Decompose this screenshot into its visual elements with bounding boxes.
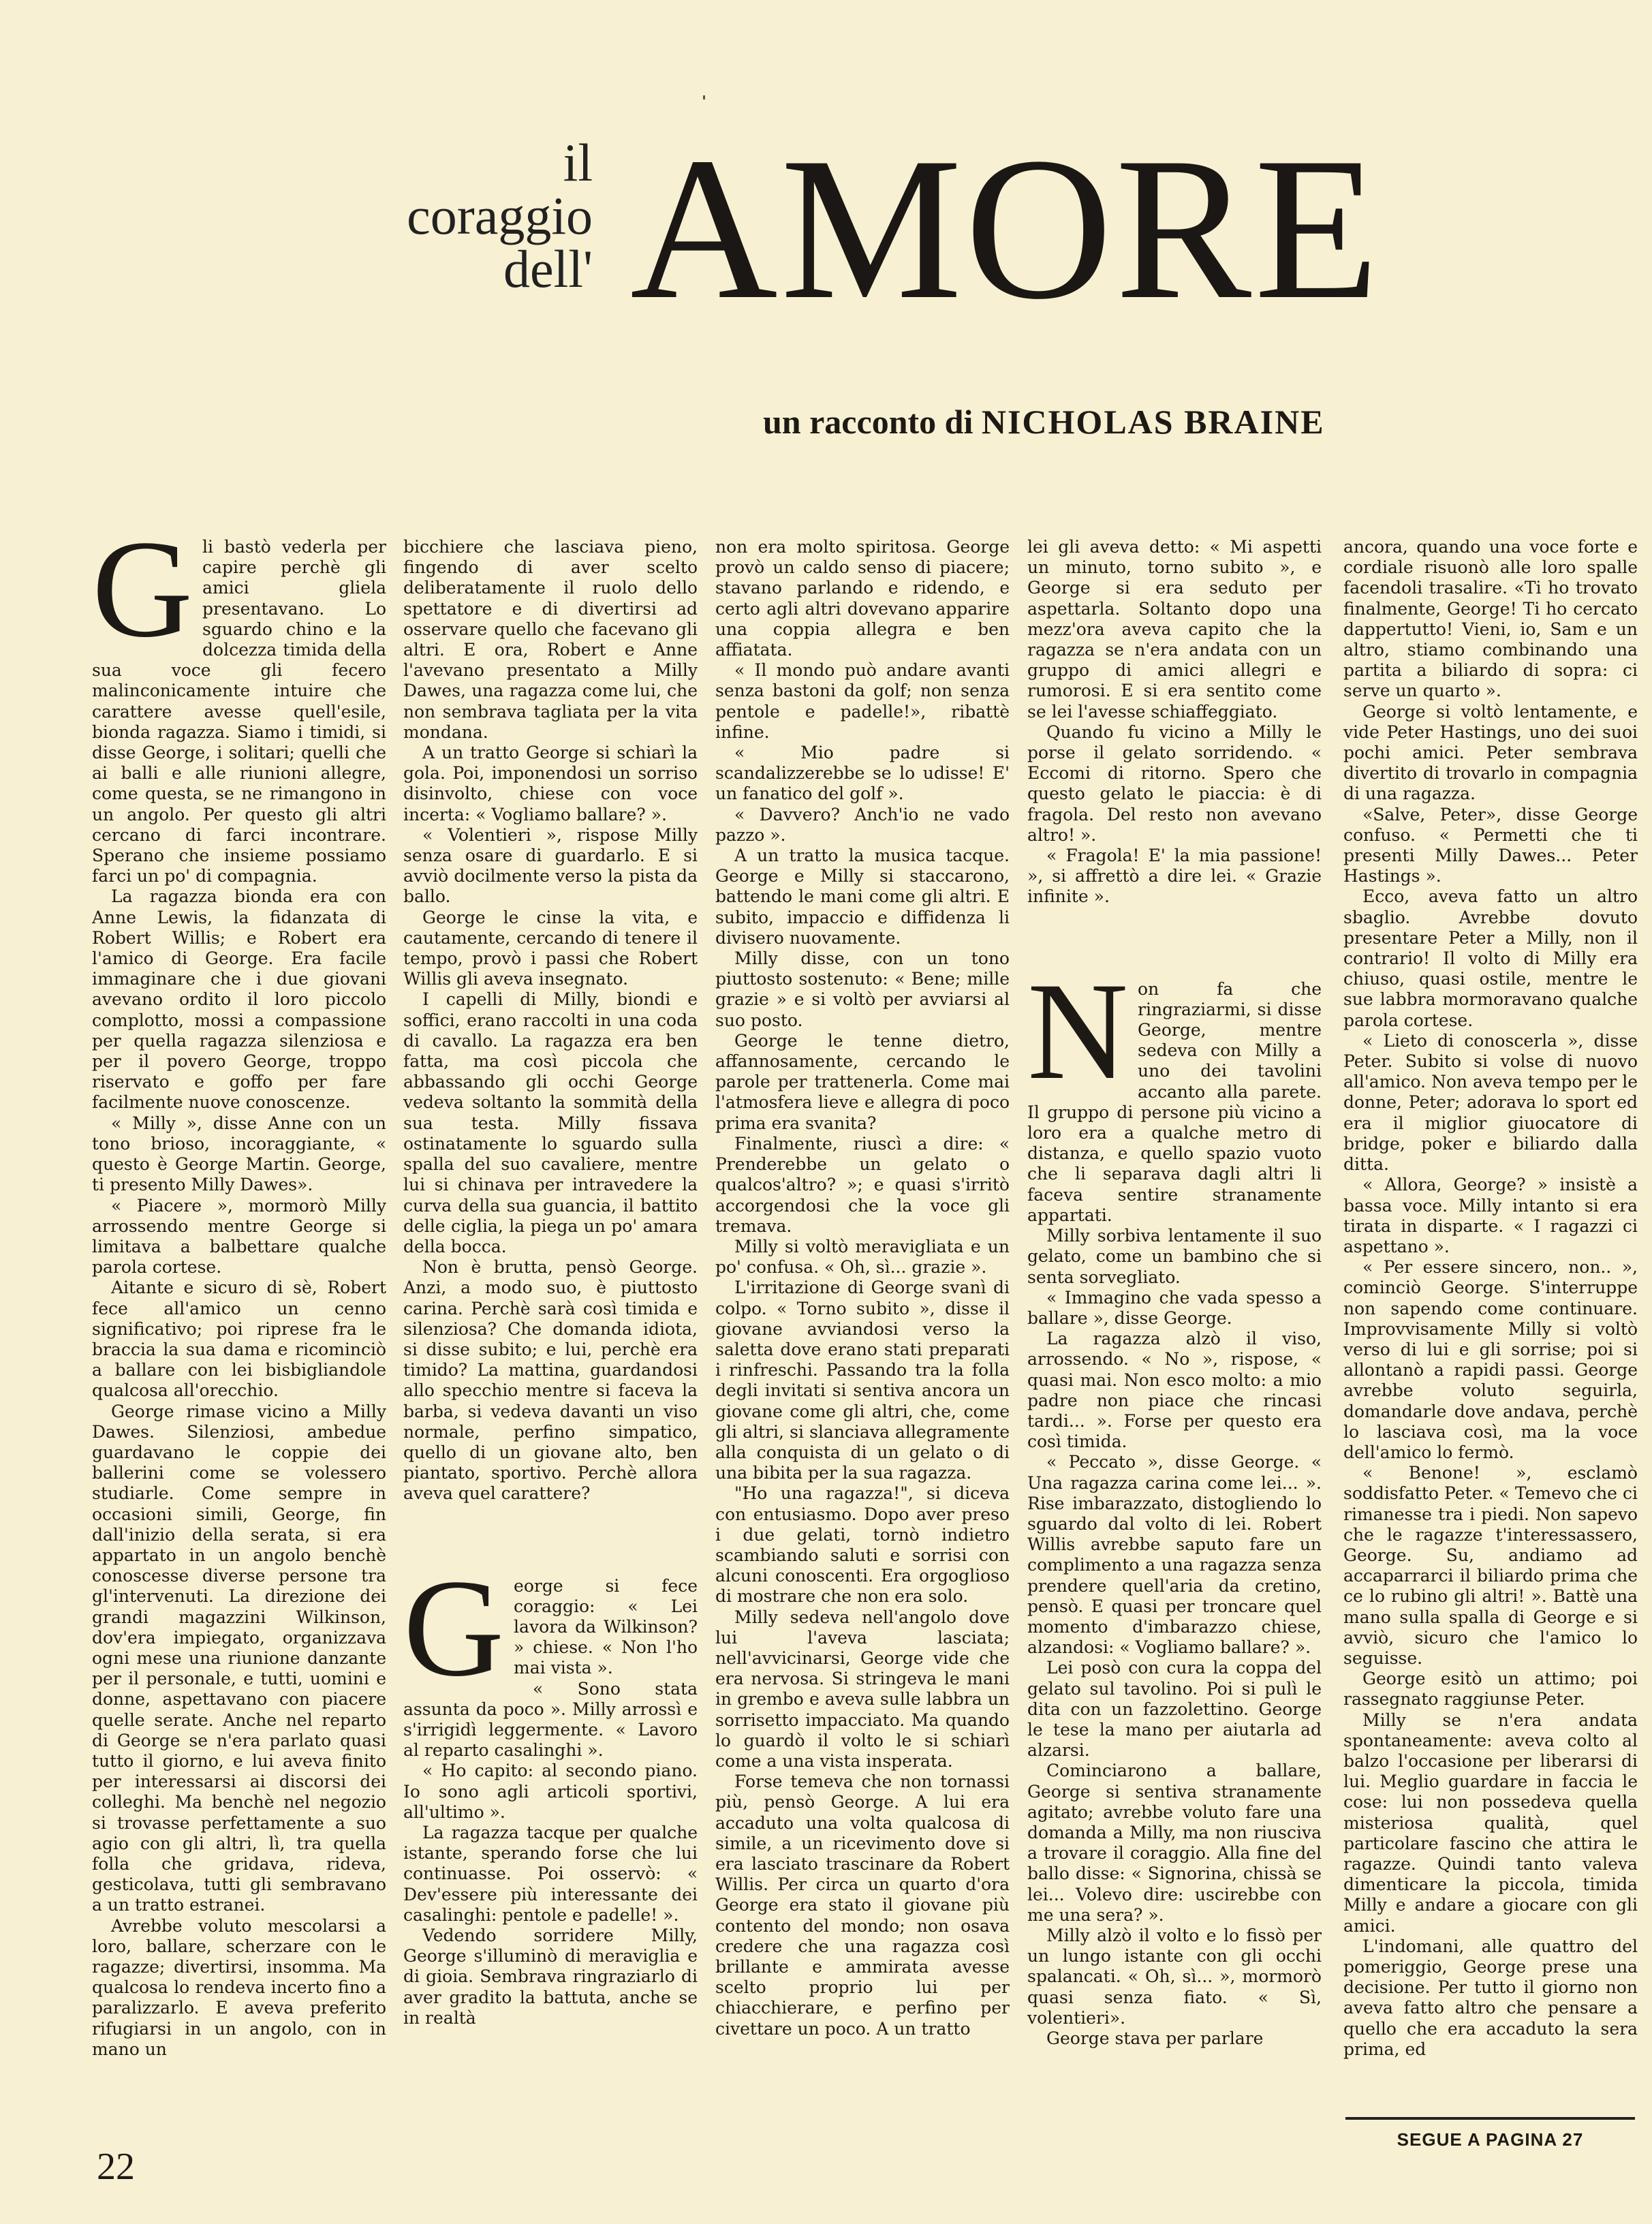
paragraph-text: George stava per parlare bbox=[1046, 2028, 1264, 2049]
paragraph-text: La ragazza tacque per qualche istante, sperando forse che lui continuasse. Poi osservò: « Dev'essere più interessante dei casalinghi: pentole e padelle! ». bbox=[403, 1822, 698, 1925]
title-prefix-line: coraggio bbox=[407, 186, 593, 245]
paragraph bbox=[715, 846, 1010, 948]
paragraph bbox=[1343, 537, 1638, 702]
paragraph-text: La ragazza alzò il viso, arrossendo. « No », rispose, « quasi mai. Non esco molto: a mio padre non piace che rincasi tardi... ». Forse per questo era così timida. bbox=[1027, 1329, 1322, 1452]
paragraph-text: Vedendo sorridere Milly, George s'illuminò di meraviglia e di gioia. Sembrava ringraziarlo di aver gradito la battuta, anche se in realtà bbox=[403, 1926, 698, 2028]
paragraph-text: George le cinse la vita, e cautamente, cercando di tenere il tempo, provò i passi che Robert Willis gli aveva insegnato. bbox=[403, 907, 698, 989]
paragraph bbox=[1027, 1452, 1322, 1658]
paragraph-text: George esitò un attimo; poi rassegnato raggiunse Peter. bbox=[1343, 1669, 1638, 1710]
paragraph bbox=[1027, 1926, 1322, 2028]
paragraph-text: Quando fu vicino a Milly le porse il gelato sorridendo. « Eccomi di ritorno. Spero che questo gelato le piaccia: è di fragola. Del resto non avevano altro! ». bbox=[1027, 722, 1322, 845]
paragraph-text: « Mio padre si scandalizzerebbe se lo udisse! E' un fanatico del golf ». bbox=[715, 743, 1010, 804]
paragraph-text: Lei posò con cura la coppa del gelato sul tavolino. Poi si pulì le dita con un fazzolettino. George le tese la mano per aiutarla ad alzarsi. bbox=[1027, 1658, 1322, 1761]
paragraph bbox=[92, 886, 386, 1113]
paragraph-text: ancora, quando una voce forte e cordiale risuonò alle loro spalle facendoli trasalire. «Ti ho trovato finalmente, George! Ti ho cercato dappertutto! Vieni, io, Sam e un altro, stiamo combinando una partita a biliardo di sopra: ci serve un quarto ». bbox=[1343, 537, 1638, 701]
paragraph bbox=[715, 537, 1010, 660]
paragraph bbox=[715, 1031, 1010, 1134]
paragraph-text: « Allora, George? » insistè a bassa voce. Milly intanto si era tirata in disparte. « I ragazzi ci aspettano ». bbox=[1343, 1175, 1638, 1256]
paragraph-text: L'irritazione di George svanì di colpo. « Torno subito », disse il giovane avviandosi verso la saletta dove erano stati preparati i rinfreschi. Passando tra la folla degli invitati si sentiva ancora un giovane come gli altri, che, come gli altri, si slanciava allegramente alla conquista di un gelato o di una bibita per la sua ragazza. bbox=[715, 1278, 1010, 1483]
paragraph bbox=[715, 805, 1010, 846]
continued-on-note: SEGUE A PAGINA 27 bbox=[1397, 2129, 1584, 2150]
divider-rule bbox=[1345, 2117, 1635, 2120]
title-prefix bbox=[381, 133, 593, 298]
paragraph bbox=[715, 743, 1010, 805]
paragraph bbox=[1027, 1329, 1322, 1452]
paragraph bbox=[403, 743, 698, 825]
paragraph bbox=[1027, 722, 1322, 846]
paragraph-text: « Per essere sincero, non.. », cominciò George. S'interruppe non sapendo come continuare. Improvvisamente Milly si voltò verso di lui e gli sorrise; poi si allontanò a rapidi passi. George avrebbe voluto seguirla, domandarle dove andava, perchè lo lasciava così, ma la voce dell'amico lo fermò. bbox=[1343, 1257, 1638, 1462]
paragraph bbox=[1343, 702, 1638, 805]
paragraph bbox=[403, 908, 698, 990]
paragraph bbox=[1027, 2028, 1322, 2049]
paragraph-text: li bastò vederla per capire perchè gli amici gliela presentavano. Lo sguardo chino e la dolcezza timida della sua voce gli fecero malinconicamente intuire che carattere avesse quell'esile, bionda ragazza. Siamo i timidi, si disse George, i solitari; quelli che ai balli e alle riunioni allegre, come questa, se ne rimangono in un angolo. Per questo gli altri cercano di farci incontrare. Sperano che insieme possiamo farci un po' di compagnia. bbox=[92, 537, 386, 886]
drop-cap: G bbox=[403, 1550, 505, 1705]
paragraph-text: « Il mondo può andare avanti senza bastoni da golf; non senza pentole e padelle!», ribattè infine. bbox=[715, 660, 1010, 742]
paragraph bbox=[715, 1134, 1010, 1237]
paragraph bbox=[1343, 1936, 1638, 2060]
paragraph-text: George rimase vicino a Milly Dawes. Silenziosi, ambedue guardavano le coppie dei ballerini come se volessero studiarle. Come sempre in occasioni simili, George, fin dall'inizio della serata, si era appartato in un angolo benchè conoscesse diverse persone tra gl'intervenuti. La direzione dei grandi magazzini Wilkinson, dov'era impiegato, organizzava ogni mese una riunione danzante per il personale, e tutti, uomini e donne, aspettavano con piacere quelle serate. Anche nel reparto di George se n'era parlato quasi tutto il giorno, e lui aveva finito per interessarsi ai discorsi dei colleghi. Ma benchè nel negozio si trovasse perfettamente a suo agio con gli altri, lì, tra quella folla che gridava, rideva, gesticolava, tutti gli sembravano a un tratto estranei. bbox=[92, 1401, 386, 1915]
text-column-3 bbox=[715, 537, 1010, 2039]
title-main: AMORE bbox=[630, 115, 1382, 341]
print-mark bbox=[703, 95, 705, 99]
paragraph bbox=[1027, 1658, 1322, 1761]
paragraph bbox=[1343, 1031, 1638, 1175]
paragraph bbox=[715, 1772, 1010, 2039]
paragraph-text: George le tenne dietro, affannosamente, cercando le parole per trattenerla. Come mai l'atmosfera lieve e allegra di poco prima era svanita? bbox=[715, 1030, 1010, 1133]
paragraph-text: on fa che ringraziarmi, si disse George, mentre sedeva con Milly a uno dei tavolini accanto alla parete. Il gruppo di persone più vicino a loro era a qualche metro di distanza, e quello spazio vuoto che li separava dagli altri li faceva sentire stranamente appartati. bbox=[1027, 978, 1322, 1225]
paragraph-text: Milly sedeva nell'angolo dove lui l'aveva lasciata; nell'avvicinarsi, George vide che era nervosa. Si stringeva le mani in grembo e aveva sulle labbra un sorrisetto impacciato. Ma quando lo guardò il volto le si schiarì come a una vista insperata. bbox=[715, 1607, 1010, 1771]
paragraph bbox=[715, 948, 1010, 1031]
paragraph bbox=[403, 1823, 698, 1926]
page-number: 22 bbox=[97, 2146, 135, 2188]
paragraph-text: Avrebbe voluto mescolarsi a loro, ballare, scherzare con le ragazze; divertirsi, insomma. Ma qualcosa lo rendeva incerto fino a paralizzarlo. E aveva preferito rifugiarsi in un angolo, con in mano un bbox=[92, 1915, 386, 2059]
paragraph-text: « Peccato », disse George. « Una ragazza carina come lei... ». Rise imbarazzato, distogliendo lo sguardo dal volto di lei. Robert Willis avrebbe saputo fare un complimento a una ragazza senza prendere quell'aria da cretino, pensò. E quasi per troncare quel momento d'imbarazzo chiese, alzandosi: « Vogliamo ballare? ». bbox=[1027, 1452, 1322, 1658]
paragraph-text: I capelli di Milly, biondi e soffici, erano raccolti in una coda di cavallo. La ragazza era ben fatta, ma così piccola che abbassando gli occhi George vedeva soltanto la sommità della sua testa. Milly fissava ostinatamente lo sguardo sulla spalla del suo cavaliere, mentre lui si chinava per intravedere la curva della sua guancia, il battito delle ciglia, la piega un po' amara della bocca. bbox=[403, 989, 698, 1256]
paragraph-text: Non è brutta, pensò George. Anzi, a modo suo, è piuttosto carina. Perchè sarà così timida e silenziosa? Che domanda idiota, si disse subito; e lui, perchè era timido? La mattina, guardandosi allo specchio mentre si faceva la barba, si vedeva davanti un viso normale, perfino simpatico, quello di un giovane alto, ben piantato, sportivo. Perchè allora aveva quel carattere? bbox=[403, 1257, 698, 1504]
title-prefix-line: il bbox=[563, 133, 593, 192]
paragraph bbox=[403, 537, 698, 743]
paragraph bbox=[1027, 1288, 1322, 1329]
text-column-4 bbox=[1027, 537, 1322, 2049]
byline bbox=[763, 402, 1325, 442]
paragraph-text: « Benone! », esclamò soddisfatto Peter. « Temevo che ci rimanesse tra i piedi. Non sapevo che le ragazze t'interessassero, George. Su, andiamo ad accaparrarci il biliardo prima che ce lo rubino gli altri! ». Battè una mano sulla spalla di George e si avviò, sicuro che l'amico lo seguisse. bbox=[1343, 1463, 1638, 1668]
paragraph-with-drop-cap bbox=[92, 512, 386, 886]
paragraph-text: « Sono stata assunta da poco ». Milly arrossì e s'irrigidì leggermente. « Lavoro al reparto casalinghi ». bbox=[403, 1678, 698, 1761]
paragraph bbox=[1027, 537, 1322, 722]
paragraph bbox=[1027, 846, 1322, 908]
paragraph-text: « Milly », disse Anne con un tono brioso, incoraggiante, « questo è George Martin. George, ti presento Milly Dawes». bbox=[92, 1113, 386, 1195]
paragraph bbox=[1343, 1175, 1638, 1257]
paragraph bbox=[403, 989, 698, 1257]
paragraph-text: L'indomani, alle quattro del pomeriggio, George prese una decisione. Per tutto il giorno non aveva fatto altro che pensare a quello che era accaduto la sera prima, ed bbox=[1343, 1936, 1638, 2059]
paragraph bbox=[92, 1402, 386, 1916]
paragraph-text: George si voltò lentamente, e vide Peter Hastings, uno dei suoi pochi amici. Peter sembrava divertito di trovarlo in compagnia di una ragazza. bbox=[1343, 701, 1638, 804]
paragraph bbox=[1343, 1710, 1638, 1936]
paragraph-text: Milly disse, con un tono piuttosto sostenuto: « Bene; mille grazie » e si voltò per avviarsi al suo posto. bbox=[715, 948, 1010, 1030]
paragraph bbox=[403, 1257, 698, 1504]
paragraph bbox=[1027, 1226, 1322, 1288]
paragraph-text: Ecco, aveva fatto un altro sbaglio. Avrebbe dovuto presentare Peter a Milly, non il contrario! Il volto di Milly era chiuso, quasi ostile, mentre le sue labbra mormoravano qualche parola cortese. bbox=[1343, 886, 1638, 1030]
byline-prefix: un racconto di bbox=[763, 403, 973, 441]
paragraph bbox=[715, 660, 1010, 743]
paragraph bbox=[715, 1607, 1010, 1772]
paragraph-text: Finalmente, riuscì a dire: « Prenderebbe un gelato o qualcos'altro? »; e quasi s'irritò accorgendosi che la voce gli tremava. bbox=[715, 1133, 1010, 1236]
paragraph bbox=[715, 1237, 1010, 1278]
text-column-2 bbox=[403, 537, 698, 2028]
text-column-1 bbox=[92, 512, 386, 2060]
paragraph bbox=[1343, 886, 1638, 1030]
paragraph bbox=[92, 1278, 386, 1401]
paragraph bbox=[715, 1278, 1010, 1483]
paragraph-text: A un tratto la musica tacque. George e Milly si staccarono, battendo le mani come gli altri. E subito, impaccio e diffidenza li divisero nuovamente. bbox=[715, 846, 1010, 948]
paragraph-text: « Piacere », mormorò Milly arrossendo mentre George si limitava a balbettare qualche parola cortese. bbox=[92, 1195, 386, 1278]
paragraph-text: Milly sorbiva lentamente il suo gelato, come un bambino che si senta sorvegliato. bbox=[1027, 1226, 1322, 1287]
paragraph-text: « Ho capito: al secondo piano. Io sono agli articoli sportivi, all'ultimo ». bbox=[403, 1761, 698, 1822]
paragraph bbox=[92, 1916, 386, 2060]
paragraph-text: La ragazza bionda era con Anne Lewis, la fidanzata di Robert Willis; e Robert era l'amico di George. Era facile immaginare che i due giovani avevano ordito il loro piccolo complotto, mossi a compassione per quella ragazza silenziosa e per il povero George, troppo riservato e goffo per fare facilmente nuove conoscenze. bbox=[92, 886, 386, 1113]
paragraph-text: Aitante e sicuro di sè, Robert fece all'amico un cenno significativo; poi riprese fra le braccia la sua dama e ricominciò a ballare con lei bisbigliandole qualcosa all'orecchio. bbox=[92, 1278, 386, 1401]
paragraph-text: « Lieto di conoscerla », disse Peter. Subito si volse di nuovo all'amico. Non aveva tempo per le donne, Peter; adorava lo sport ed era il miglior giuocatore di bridge, poker e biliardo dalla ditta. bbox=[1343, 1030, 1638, 1175]
paragraph-text: Milly alzò il volto e lo fissò per un lungo istante con gli occhi spalancati. « Oh, sì... », mormorò quasi senza fiato. « Sì, volentieri». bbox=[1027, 1926, 1322, 2028]
paragraph bbox=[1343, 1463, 1638, 1669]
drop-cap: G bbox=[92, 512, 193, 666]
paragraph bbox=[403, 1761, 698, 1823]
paragraph-text: « Davvero? Anch'io ne vado pazzo ». bbox=[715, 804, 1010, 845]
paragraph-text: bicchiere che lasciava pieno, fingendo di aver scelto deliberatamente il ruolo dello spettatore e di divertirsi ad osservare quello che facevano gli altri. E ora, Robert e Anne l'avevano presentato a Milly Dawes, una ragazza come lui, che non sembrava tagliata per la vita mondana. bbox=[403, 537, 698, 742]
paragraph-text: « Fragola! E' la mia passione! », si affrettò a dire lei. « Grazie infinite ». bbox=[1027, 846, 1322, 907]
paragraph-with-drop-cap bbox=[403, 1550, 698, 1705]
paragraph-text: lei gli aveva detto: « Mi aspetti un minuto, torno subito », e George si era seduto per aspettarla. Soltanto dopo una mezz'ora aveva capito che la ragazza se n'era andata con un gruppo di amici allegri e rumorosi. E si era sentito come se lei l'avesse schiaffeggiato. bbox=[1027, 537, 1322, 722]
paragraph-with-drop-cap bbox=[1027, 953, 1322, 1226]
paragraph bbox=[403, 1926, 698, 2028]
paragraph bbox=[715, 1483, 1010, 1607]
paragraph-text: A un tratto George si schiarì la gola. Poi, imponendosi un sorriso disinvolto, chiese con voce incerta: « Vogliamo ballare? ». bbox=[403, 743, 698, 824]
paragraph bbox=[92, 1196, 386, 1278]
paragraph-text: Milly se n'era andata spontaneamente: aveva colto al balzo l'occasione per liberarsi di lui. Meglio guardare in faccia le cose: lui non possedeva quella misteriosa qualità, quel particolare fascino che attira le ragazze. Quindi tanto valeva dimenticare la piccola, timida Milly e andare a giocare con gli amici. bbox=[1343, 1710, 1638, 1936]
paragraph bbox=[92, 1113, 386, 1196]
paragraph-text: « Immagino che vada spesso a ballare », disse George. bbox=[1027, 1287, 1322, 1328]
title-prefix-line: dell' bbox=[503, 239, 593, 298]
paragraph bbox=[1343, 1669, 1638, 1710]
paragraph bbox=[1343, 805, 1638, 887]
paragraph bbox=[403, 825, 698, 908]
paragraph bbox=[1343, 1257, 1638, 1463]
paragraph-text: «Salve, Peter», disse George confuso. « Permetti che ti presenti Milly Dawes... Peter Hastings ». bbox=[1343, 804, 1638, 886]
drop-cap: N bbox=[1027, 953, 1129, 1109]
paragraph-text: Cominciarono a ballare, George si sentiva stranamente agitato; avrebbe voluto fare una domanda a Milly, ma non riusciva a trovare il coraggio. Alla fine del ballo disse: « Signorina, chissà se lei... Volevo dire: uscirebbe con me una sera? ». bbox=[1027, 1761, 1322, 1925]
byline-author: NICHOLAS BRAINE bbox=[981, 403, 1325, 441]
paragraph-text: Forse temeva che non tornassi più, pensò George. A lui era accaduto una volta qualcosa di simile, a un ricevimento dove si era lasciato trascinare da Robert Willis. Per circa un quarto d'ora George era stato il giovane più contento del mondo; non osava credere che una ragazza così brillante e ammirata avesse scelto proprio lui per chiacchierare, e perfino per civettare un poco. A un tratto bbox=[715, 1772, 1010, 2039]
paragraph-text: non era molto spiritosa. George provò un caldo senso di piacere; stavano parlando e ridendo, e certo agli altri dovevano apparire una coppia allegra e ben affiatata. bbox=[715, 537, 1010, 660]
paragraph-text: "Ho una ragazza!", si diceva con entusiasmo. Dopo aver preso i due gelati, tornò indietro scambiando saluti e sorrisi con alcuni conoscenti. Era orgoglioso di mostrare che non era solo. bbox=[715, 1483, 1010, 1607]
paragraph-text: « Volentieri », rispose Milly senza osare di guardarlo. E si avviò docilmente verso la pista da ballo. bbox=[403, 824, 698, 907]
paragraph-text: Milly si voltò meravigliata e un po' confusa. « Oh, sì... grazie ». bbox=[715, 1236, 1010, 1278]
paragraph-text: eorge si fece coraggio: « Lei lavora da Wilkinson? » chiese. « Non l'ho mai vista ». bbox=[514, 1575, 698, 1678]
paragraph bbox=[1027, 1761, 1322, 1926]
text-column-5 bbox=[1343, 537, 1638, 2060]
